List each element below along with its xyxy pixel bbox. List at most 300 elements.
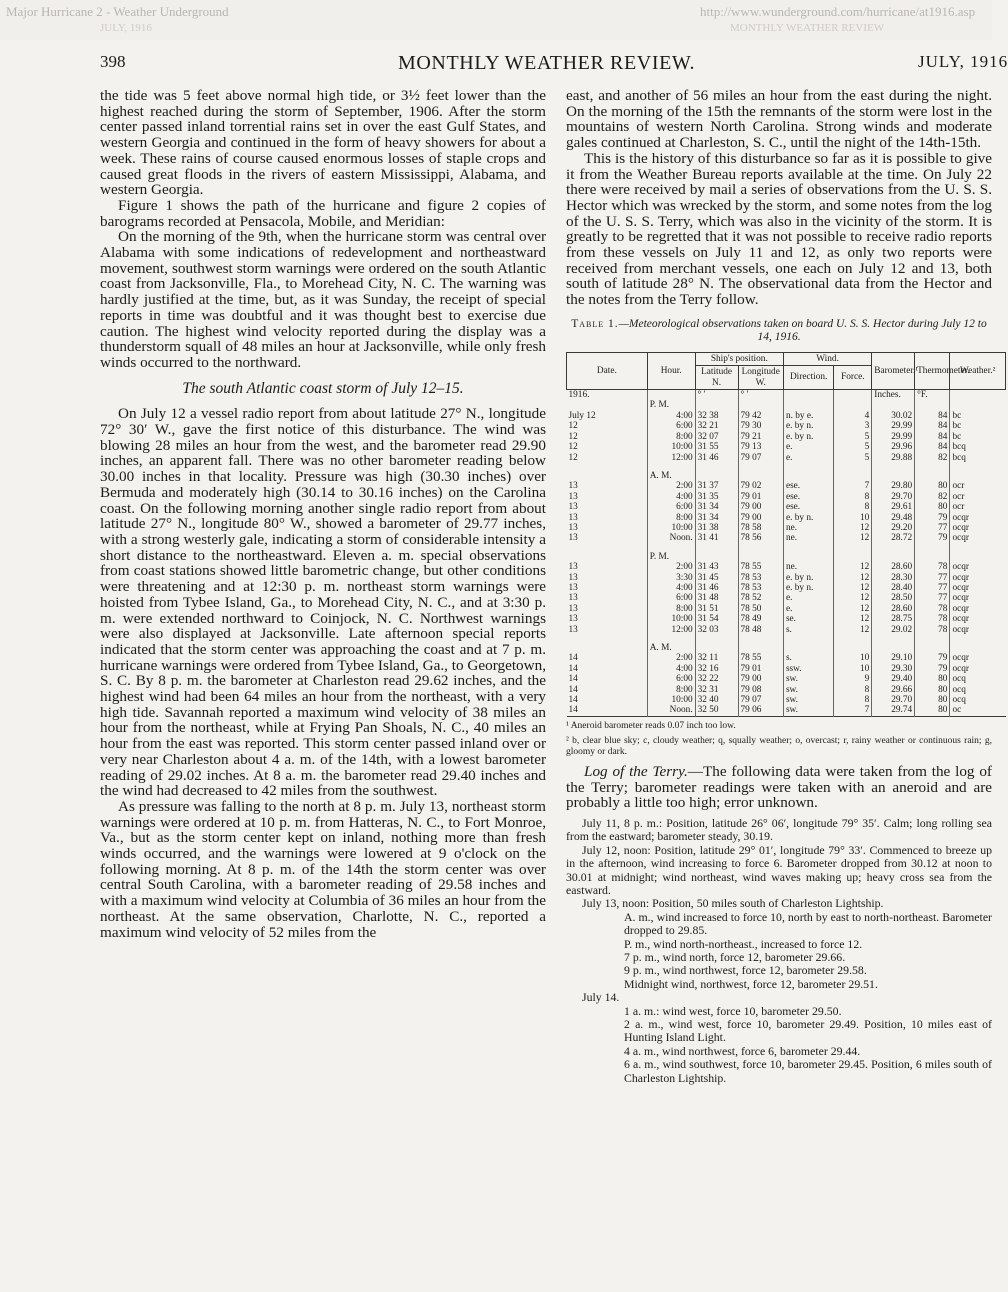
hour-cell: 8:00 bbox=[647, 513, 695, 523]
force-cell: 10 bbox=[834, 513, 872, 523]
weather-cell: ocqr bbox=[950, 533, 1006, 543]
longitude-cell: 78 48 bbox=[738, 625, 783, 635]
weather-cell: bc bbox=[950, 432, 1006, 442]
page-number: 398 bbox=[100, 52, 126, 71]
direction-cell: e. by n. bbox=[783, 421, 833, 431]
terry-heading: Log of the Terry. bbox=[584, 762, 688, 780]
latitude-cell: 32 31 bbox=[695, 685, 738, 695]
date-cell: 13 bbox=[568, 614, 578, 625]
longitude-cell: 79 13 bbox=[738, 442, 783, 452]
weather-cell: ocr bbox=[950, 481, 1006, 491]
weather-cell: ocr bbox=[950, 502, 1006, 512]
table-row bbox=[567, 583, 1006, 593]
table-row bbox=[567, 674, 1006, 684]
ampm-row bbox=[567, 552, 1006, 562]
weather-cell: ocq bbox=[950, 685, 1006, 695]
table-footnote: ² b, clear blue sky; c, cloudy weather; q, squally weather; o, overcast; r, rainy weather or continuous rain; g, gloomy or dark. bbox=[566, 735, 992, 757]
longitude-cell: 78 56 bbox=[738, 533, 783, 543]
date-cell: 14 bbox=[568, 663, 578, 674]
barometer-cell: 29.99 bbox=[872, 421, 915, 431]
thermometer-cell: 77 bbox=[915, 523, 950, 533]
paragraph: As pressure was falling to the north at 8 p. m. July 13, northeast storm warnings were ordered at 10 p. m. from Hatteras, N. C., to Fort Monroe, Va., but as the storm center kept on inland, nothing more than fresh winds occurred, and the warnings were lowered at 9 o'clock on the following morning. At 8 p. m. of the 14th the storm center was over central South Carolina, with a barometer reading of 29.58 inches and with a maximum wind velocity at Columbia of 36 miles an hour from the northeast. At the same observation, Charlotte, N. C., reported a maximum wind velocity of 52 miles from the bbox=[100, 797, 546, 941]
longitude-cell: 79 42 bbox=[738, 411, 783, 421]
latitude-cell: 31 37 bbox=[695, 481, 738, 491]
ampm-label: P. M. bbox=[647, 400, 695, 410]
weather-cell: ocqr bbox=[950, 523, 1006, 533]
hour-cell: 4:00 bbox=[647, 411, 695, 421]
hour-cell: 8:00 bbox=[647, 432, 695, 442]
longitude-cell: 79 00 bbox=[738, 502, 783, 512]
force-cell: 12 bbox=[834, 573, 872, 583]
terry-intro bbox=[566, 764, 992, 811]
latitude-cell: 32 40 bbox=[695, 695, 738, 705]
latitude-cell: 31 38 bbox=[695, 523, 738, 533]
col-barometer: Barometer.¹ bbox=[872, 352, 915, 389]
table-body bbox=[567, 390, 1006, 717]
date-cell: 12 bbox=[568, 421, 578, 432]
direction-cell: ese. bbox=[783, 502, 833, 512]
thermometer-cell: 80 bbox=[915, 705, 950, 716]
weather-cell: bcq bbox=[950, 442, 1006, 452]
table-row bbox=[567, 481, 1006, 491]
direction-cell: e. by n. bbox=[783, 573, 833, 583]
direction-cell: ssw. bbox=[783, 664, 833, 674]
date-cell: 13 bbox=[568, 502, 578, 513]
bleed-through-right: MONTHLY WEATHER REVIEW bbox=[730, 22, 885, 34]
force-cell: 8 bbox=[834, 502, 872, 512]
hour-cell: 2:00 bbox=[647, 562, 695, 572]
date-cell: 12 bbox=[568, 431, 578, 442]
thermometer-cell: 84 bbox=[915, 442, 950, 452]
weather-cell: ocq bbox=[950, 695, 1006, 705]
longitude-cell: 78 53 bbox=[738, 573, 783, 583]
observation-table bbox=[566, 352, 1006, 717]
log-date: July 14. bbox=[582, 990, 620, 1005]
barometer-cell: 29.88 bbox=[872, 453, 915, 463]
date-cell: 14 bbox=[568, 684, 578, 695]
latitude-cell: 31 51 bbox=[695, 604, 738, 614]
hour-cell: 8:00 bbox=[647, 604, 695, 614]
log-subentry: 6 a. m., wind southwest, force 10, barometer 29.45. Position, 6 miles south of Charleston Lightship. bbox=[624, 1057, 992, 1085]
weather-cell: ocqr bbox=[950, 593, 1006, 603]
latitude-cell: 31 54 bbox=[695, 614, 738, 624]
date-cell: 13 bbox=[568, 533, 578, 544]
units-row bbox=[567, 390, 1006, 401]
table-footnote: ¹ Aneroid barometer reads 0.07 inch too low. bbox=[566, 720, 736, 731]
latitude-cell: 32 11 bbox=[695, 653, 738, 663]
direction-cell: e. bbox=[783, 604, 833, 614]
log-entry: July 11, 8 p. m.: Position, latitude 26° 06′, longitude 79° 35′. Calm; long rolling sea from the eastward; barometer steady, 30.19. bbox=[566, 815, 992, 844]
table-row bbox=[567, 523, 1006, 533]
force-cell: 12 bbox=[834, 583, 872, 593]
date-cell: 13 bbox=[568, 603, 578, 614]
latitude-cell: 32 07 bbox=[695, 432, 738, 442]
thermometer-cell: 80 bbox=[915, 481, 950, 491]
force-cell: 10 bbox=[834, 664, 872, 674]
date-cell: 13 bbox=[568, 572, 578, 583]
longitude-cell: 78 55 bbox=[738, 562, 783, 572]
longitude-cell: 79 02 bbox=[738, 481, 783, 491]
date-cell: 14 bbox=[568, 705, 578, 716]
longitude-cell: 79 07 bbox=[738, 453, 783, 463]
latitude-cell: 31 48 bbox=[695, 593, 738, 603]
table-row bbox=[567, 705, 1006, 716]
longitude-cell: 79 21 bbox=[738, 432, 783, 442]
barometer-cell: 29.10 bbox=[872, 653, 915, 663]
terry-intro-text: —The following data were taken from the log of the Terry; barometer readings were taken with an aneroid and are probably a little too high; error unknown. bbox=[566, 762, 992, 812]
thermometer-cell: 78 bbox=[915, 625, 950, 635]
deg-unit: ° ′ bbox=[738, 390, 783, 401]
deg-unit: ° ′ bbox=[695, 390, 738, 401]
latitude-cell: 32 38 bbox=[695, 411, 738, 421]
inches-unit: Inches. bbox=[872, 390, 915, 401]
weather-cell: ocr bbox=[950, 492, 1006, 502]
log-subentry: P. m., wind north-northeast., increased to force 12. bbox=[624, 936, 863, 951]
table-row bbox=[567, 421, 1006, 431]
terry-log bbox=[566, 817, 992, 1085]
log-entry: July 13, noon: Position, 50 miles south of Charleston Lightship. bbox=[582, 896, 884, 911]
force-cell: 5 bbox=[834, 442, 872, 452]
weather-cell: ocqr bbox=[950, 562, 1006, 572]
weather-cell: ocqr bbox=[950, 664, 1006, 674]
date-cell: 13 bbox=[568, 562, 578, 573]
table-row bbox=[567, 573, 1006, 583]
table-row bbox=[567, 453, 1006, 463]
page-header bbox=[0, 52, 1008, 76]
latitude-cell: 32 16 bbox=[695, 664, 738, 674]
weather-cell: ocqr bbox=[950, 653, 1006, 663]
date-cell: 13 bbox=[568, 491, 578, 502]
thermometer-cell: 77 bbox=[915, 583, 950, 593]
latitude-cell: 31 34 bbox=[695, 502, 738, 512]
table-row bbox=[567, 685, 1006, 695]
direction-cell: e. by n. bbox=[783, 513, 833, 523]
col-hour: Hour. bbox=[647, 352, 695, 389]
hour-cell: 2:00 bbox=[647, 653, 695, 663]
hour-cell: 6:00 bbox=[647, 502, 695, 512]
log-subentry: 9 p. m., wind northwest, force 12, barometer 29.58. bbox=[624, 963, 867, 978]
weather-cell: ocqr bbox=[950, 513, 1006, 523]
table-row bbox=[567, 411, 1006, 421]
table-row bbox=[567, 593, 1006, 603]
right-column bbox=[566, 87, 996, 1288]
latitude-cell: 32 21 bbox=[695, 421, 738, 431]
paragraph: the tide was 5 feet above normal high tide, or 3½ feet lower than the highest reached during the storm of September, 1906. After the storm center passed inland torrential rains set in over the east Gulf States, and western Georgia and continued in the form of heavy showers for about a week. These rains of course caused enormous losses of staple crops and caused great floods in the rivers of eastern Mississippi, Alabama, and western Georgia. bbox=[100, 87, 546, 199]
direction-cell: e. bbox=[783, 442, 833, 452]
force-cell: 10 bbox=[834, 653, 872, 663]
hour-cell: 12:00 bbox=[647, 453, 695, 463]
force-cell: 12 bbox=[834, 625, 872, 635]
hour-cell: 10:00 bbox=[647, 695, 695, 705]
table-row bbox=[567, 492, 1006, 502]
barometer-cell: 28.60 bbox=[872, 562, 915, 572]
hour-cell: 3:30 bbox=[647, 573, 695, 583]
force-cell: 3 bbox=[834, 421, 872, 431]
latitude-cell: 31 41 bbox=[695, 533, 738, 543]
longitude-cell: 78 53 bbox=[738, 583, 783, 593]
barometer-cell: 28.40 bbox=[872, 583, 915, 593]
weather-cell: bc bbox=[950, 411, 1006, 421]
log-subentry: Midnight wind, northwest, force 12, barometer 29.51. bbox=[624, 976, 878, 991]
latitude-cell: 31 46 bbox=[695, 453, 738, 463]
table-row bbox=[567, 502, 1006, 512]
weather-cell: ocqr bbox=[950, 614, 1006, 624]
longitude-cell: 79 08 bbox=[738, 685, 783, 695]
barometer-cell: 29.48 bbox=[872, 513, 915, 523]
direction-cell: e. bbox=[783, 453, 833, 463]
thermometer-cell: 80 bbox=[915, 674, 950, 684]
direction-cell: ne. bbox=[783, 533, 833, 543]
barometer-cell: 29.70 bbox=[872, 695, 915, 705]
col-thermometer: Thermometer. bbox=[915, 352, 950, 389]
thermometer-cell: 78 bbox=[915, 604, 950, 614]
latitude-cell: 32 50 bbox=[695, 705, 738, 716]
col-position: Ship's position. bbox=[695, 352, 783, 365]
log-subentry: 2 a. m., wind west, force 10, barometer 29.49. Position, 10 miles east of Hunting Island Light. bbox=[624, 1017, 992, 1045]
direction-cell: sw. bbox=[783, 695, 833, 705]
ampm-label: A. M. bbox=[647, 643, 695, 653]
weather-cell: ocq bbox=[950, 674, 1006, 684]
barometer-cell: 29.70 bbox=[872, 492, 915, 502]
barometer-cell: 29.20 bbox=[872, 523, 915, 533]
hour-cell: 4:00 bbox=[647, 492, 695, 502]
weather-cell: ocqr bbox=[950, 573, 1006, 583]
latitude-cell: 31 35 bbox=[695, 492, 738, 502]
thermometer-cell: 79 bbox=[915, 513, 950, 523]
direction-cell: ne. bbox=[783, 562, 833, 572]
direction-cell: sw. bbox=[783, 685, 833, 695]
barometer-cell: 29.80 bbox=[872, 481, 915, 491]
ampm-label: A. M. bbox=[647, 471, 695, 481]
longitude-cell: 79 00 bbox=[738, 513, 783, 523]
latitude-cell: 32 22 bbox=[695, 674, 738, 684]
latitude-cell: 32 03 bbox=[695, 625, 738, 635]
weather-cell: ocqr bbox=[950, 583, 1006, 593]
longitude-cell: 79 00 bbox=[738, 674, 783, 684]
spacer-row bbox=[567, 544, 1006, 552]
direction-cell: e. by n. bbox=[783, 432, 833, 442]
barometer-cell: 29.99 bbox=[872, 432, 915, 442]
direction-cell: s. bbox=[783, 653, 833, 663]
thermometer-cell: 84 bbox=[915, 432, 950, 442]
year-cell: 1916. bbox=[568, 390, 590, 401]
hour-cell: 4:00 bbox=[647, 583, 695, 593]
log-subentry: A. m., wind increased to force 10, north by east to north-northeast. Barometer dropped to 29.85. bbox=[624, 909, 992, 938]
thermometer-cell: 84 bbox=[915, 411, 950, 421]
barometer-cell: 29.61 bbox=[872, 502, 915, 512]
barometer-cell: 29.02 bbox=[872, 625, 915, 635]
date-cell: 13 bbox=[568, 481, 578, 492]
browser-print-header bbox=[0, 0, 992, 40]
date-cell: 13 bbox=[568, 593, 578, 604]
thermometer-cell: 80 bbox=[915, 685, 950, 695]
journal-title: MONTHLY WEATHER REVIEW. bbox=[398, 52, 696, 74]
weather-cell: ocqr bbox=[950, 625, 1006, 635]
section-subheading: The south Atlantic coast storm of July 12–15. bbox=[182, 379, 464, 397]
force-cell: 8 bbox=[834, 685, 872, 695]
ampm-row bbox=[567, 643, 1006, 653]
date-cell: 14 bbox=[568, 695, 578, 706]
left-column bbox=[100, 88, 546, 1288]
direction-cell: n. by e. bbox=[783, 411, 833, 421]
barometer-cell: 29.66 bbox=[872, 685, 915, 695]
log-subentry: 7 p. m., wind north, force 12, barometer 29.66. bbox=[624, 950, 846, 965]
table-row bbox=[567, 533, 1006, 543]
force-cell: 12 bbox=[834, 614, 872, 624]
thermometer-cell: 80 bbox=[915, 695, 950, 705]
hour-cell: 6:00 bbox=[647, 674, 695, 684]
barometer-cell: 29.96 bbox=[872, 442, 915, 452]
paragraph: On the morning of the 9th, when the hurricane storm was central over Alabama with some indications of redevelopment and northeastward movement, southwest storm warnings were ordered on the south Atlantic coast from Jacksonville, Fla., to Morehead City, N. C. The warning was hardly justified at the time, but, as it was Sunday, the receipt of special reports in time was doubtful and it was thought best to exercise due caution. The highest wind velocity reported during the display was a thunderstorm squall of 48 miles an hour at Jacksonville, while only fresh winds occurred to the northward. bbox=[100, 228, 546, 371]
col-wind: Wind. bbox=[783, 352, 871, 365]
longitude-cell: 78 49 bbox=[738, 614, 783, 624]
hour-cell: Noon. bbox=[647, 705, 695, 716]
thermometer-cell: 77 bbox=[915, 593, 950, 603]
barometer-cell: 28.72 bbox=[872, 533, 915, 543]
bleed-through-left: JULY, 1916 bbox=[100, 22, 152, 34]
issue-date: JULY, 1916 bbox=[918, 52, 1008, 71]
browser-url: http://www.wunderground.com/hurricane/at1916.asp bbox=[700, 4, 976, 19]
thermometer-cell: 77 bbox=[915, 573, 950, 583]
weather-cell: bcq bbox=[950, 453, 1006, 463]
date-cell: 12 bbox=[568, 452, 578, 463]
barometer-cell: 28.75 bbox=[872, 614, 915, 624]
table-row bbox=[567, 695, 1006, 705]
table-row bbox=[567, 513, 1006, 523]
thermometer-cell: 78 bbox=[915, 562, 950, 572]
force-cell: 5 bbox=[834, 432, 872, 442]
direction-cell: e. by n. bbox=[783, 583, 833, 593]
date-cell: 12 bbox=[568, 442, 578, 453]
direction-cell: sw. bbox=[783, 674, 833, 684]
direction-cell: e. bbox=[783, 593, 833, 603]
force-cell: 12 bbox=[834, 562, 872, 572]
force-cell: 12 bbox=[834, 523, 872, 533]
direction-cell: s. bbox=[783, 625, 833, 635]
ampm-row bbox=[567, 471, 1006, 481]
hour-cell: 6:00 bbox=[647, 421, 695, 431]
paragraph: This is the history of this disturbance so far as it is possible to give it from the Weather Bureau reports available at the time. On July 22 there were received by mail a series of observations from the U. S. S. Hector which was wrecked by the storm, and some notes from the log of the U. S. S. Terry, which was also in the vicinity of the storm. It is greatly to be regretted that it was not possible to receive radio reports from these vessels on July 11 and 12, as only two reports were received from merchant vessels, one each on July 12 and 13, both south of latitude 28° N. The observational data from the Hector and the notes from the Terry follow. bbox=[566, 149, 992, 309]
thermometer-cell: 79 bbox=[915, 664, 950, 674]
longitude-cell: 79 07 bbox=[738, 695, 783, 705]
barometer-cell: 30.02 bbox=[872, 411, 915, 421]
thermometer-cell: 82 bbox=[915, 492, 950, 502]
date-cell: 13 bbox=[568, 624, 578, 635]
hour-cell: Noon. bbox=[647, 533, 695, 543]
latitude-cell: 31 43 bbox=[695, 562, 738, 572]
spacer-row bbox=[567, 463, 1006, 471]
direction-cell: sw. bbox=[783, 705, 833, 716]
table-row bbox=[567, 604, 1006, 614]
weather-cell: ocqr bbox=[950, 604, 1006, 614]
date-cell: 14 bbox=[568, 653, 578, 664]
log-subentry: 4 a. m., wind northwest, force 6, barometer 29.44. bbox=[624, 1043, 861, 1058]
latitude-cell: 31 45 bbox=[695, 573, 738, 583]
thermometer-cell: 79 bbox=[915, 653, 950, 663]
force-cell: 8 bbox=[834, 695, 872, 705]
direction-cell: ne. bbox=[783, 523, 833, 533]
force-cell: 7 bbox=[834, 481, 872, 491]
hour-cell: 10:00 bbox=[647, 614, 695, 624]
hour-cell: 4:00 bbox=[647, 664, 695, 674]
barometer-cell: 28.50 bbox=[872, 593, 915, 603]
direction-cell: se. bbox=[783, 614, 833, 624]
thermometer-cell: 84 bbox=[915, 421, 950, 431]
force-cell: 5 bbox=[834, 453, 872, 463]
longitude-cell: 78 58 bbox=[738, 523, 783, 533]
log-subentry: 1 a. m.: wind west, force 10, barometer 29.50. bbox=[624, 1003, 842, 1018]
direction-cell: ese. bbox=[783, 492, 833, 502]
thermometer-cell: 80 bbox=[915, 502, 950, 512]
ampm-label: P. M. bbox=[647, 552, 695, 562]
force-cell: 7 bbox=[834, 705, 872, 716]
longitude-cell: 79 30 bbox=[738, 421, 783, 431]
col-latitude: Latitude N. bbox=[695, 366, 738, 390]
thermometer-cell: 79 bbox=[915, 533, 950, 543]
col-date: Date. bbox=[567, 352, 648, 389]
table-row bbox=[567, 442, 1006, 452]
thermometer-cell: 82 bbox=[915, 453, 950, 463]
force-cell: 12 bbox=[834, 604, 872, 614]
longitude-cell: 79 01 bbox=[738, 664, 783, 674]
barometer-cell: 29.30 bbox=[872, 664, 915, 674]
browser-title: Major Hurricane 2 - Weather Underground bbox=[6, 4, 229, 19]
hour-cell: 8:00 bbox=[647, 685, 695, 695]
hour-cell: 2:00 bbox=[647, 481, 695, 491]
ampm-row bbox=[567, 400, 1006, 410]
log-entry: July 12, noon: Position, latitude 29° 01′, longitude 79° 33′. Commenced to breeze up in the afternoon, wind increasing to force 6. Barometer dropped from 30.12 at noon to 30.01 at midnight; wind northeast, wind waves making up; heavy cross sea from the eastward. bbox=[566, 842, 992, 897]
latitude-cell: 31 34 bbox=[695, 513, 738, 523]
table-row bbox=[567, 653, 1006, 663]
table-label: Table 1. bbox=[571, 317, 619, 330]
table-row bbox=[567, 562, 1006, 572]
col-weather: Weather.² bbox=[950, 352, 1006, 389]
spacer-row bbox=[567, 635, 1006, 643]
force-cell: 9 bbox=[834, 674, 872, 684]
fahrenheit-unit: °F. bbox=[915, 390, 950, 401]
hour-cell: 10:00 bbox=[647, 442, 695, 452]
barometer-cell: 29.40 bbox=[872, 674, 915, 684]
force-cell: 4 bbox=[834, 411, 872, 421]
table-row bbox=[567, 432, 1006, 442]
thermometer-cell: 78 bbox=[915, 614, 950, 624]
date-cell: 14 bbox=[568, 674, 578, 685]
latitude-cell: 31 46 bbox=[695, 583, 738, 593]
barometer-cell: 28.30 bbox=[872, 573, 915, 583]
longitude-cell: 79 06 bbox=[738, 705, 783, 716]
col-force: Force. bbox=[834, 366, 872, 390]
longitude-cell: 78 52 bbox=[738, 593, 783, 603]
longitude-cell: 78 55 bbox=[738, 653, 783, 663]
barometer-cell: 29.74 bbox=[872, 705, 915, 716]
hour-cell: 6:00 bbox=[647, 593, 695, 603]
hour-cell: 10:00 bbox=[647, 523, 695, 533]
longitude-cell: 79 01 bbox=[738, 492, 783, 502]
table-caption-text: —Meteorological observations taken on board U. S. S. Hector during July 12 to 14, 1916. bbox=[618, 317, 987, 343]
date-cell: 13 bbox=[568, 582, 578, 593]
paragraph: east, and another of 56 miles an hour from the east during the night. On the morning of the 15th the remnants of the storm were lost in the mountains of western North Carolina. Strong winds and moderate gales continued at Charleston, S. C., until the night of the 14th-15th. bbox=[566, 87, 992, 152]
col-longitude: Longitude W. bbox=[738, 366, 783, 390]
barometer-cell: 28.60 bbox=[872, 604, 915, 614]
col-direction: Direction. bbox=[783, 366, 833, 390]
table-row bbox=[567, 664, 1006, 674]
force-cell: 12 bbox=[834, 593, 872, 603]
paragraph: On July 12 a vessel radio report from about latitude 27° N., longitude 72° 30′ W., gave the first notice of this disturbance. The wind was blowing 28 miles an hour from the west, and the barometer read 29.90 inches, an apparent fall. There was no other barometer reading below 30.00 inches in that locality. Pressure was high (30.30 inches) over Bermuda and moderately high (30.14 to 30.16 inches) on the Carolina coast. On the following morning another single radio report from about latitude 27° N., longitude 80° W., showed a barometer of 29.77 inches, with a strong westerly gale, indicating a storm of considerable intensity a short distance to the northeastward. Eleven a. m. special observations from coast stations showed little barometric change, but other conditions were threatening and at 12:30 p. m. northeast storm warnings were hoisted from Tybee Island, Ga., to Morehead City, N. C., and at 3:30 p. m. were extended northward to Coinjock, N. C. Northwest warnings were also displayed at Jacksonville. Late afternoon special reports indicated that the storm center was approaching the coast and at 7 p. m. hurricane warnings were ordered from Tybee Island, Ga., to Georgetown, S. C. By 8 p. m. the barometer at Charleston read 29.62 inches, and the highest wind had been 64 miles an hour from the northeast, with a very high tide. Savannah reported a maximum wind velocity of 38 miles an hour from the northeast, while at Frying Pan Shoals, N. C., 40 miles an hour from the east was reported. This storm center passed inland over or very near Charleston about 4 a. m. of the 14th, with a lowest barometer reading of 29.02 inches. At 8 a. m. the barometer read 29.40 inches and the wind had decreased to 42 miles from the southwest. bbox=[100, 405, 546, 800]
table-row bbox=[567, 614, 1006, 624]
latitude-cell: 31 55 bbox=[695, 442, 738, 452]
date-cell: July 12 bbox=[568, 410, 596, 421]
force-cell: 12 bbox=[834, 533, 872, 543]
